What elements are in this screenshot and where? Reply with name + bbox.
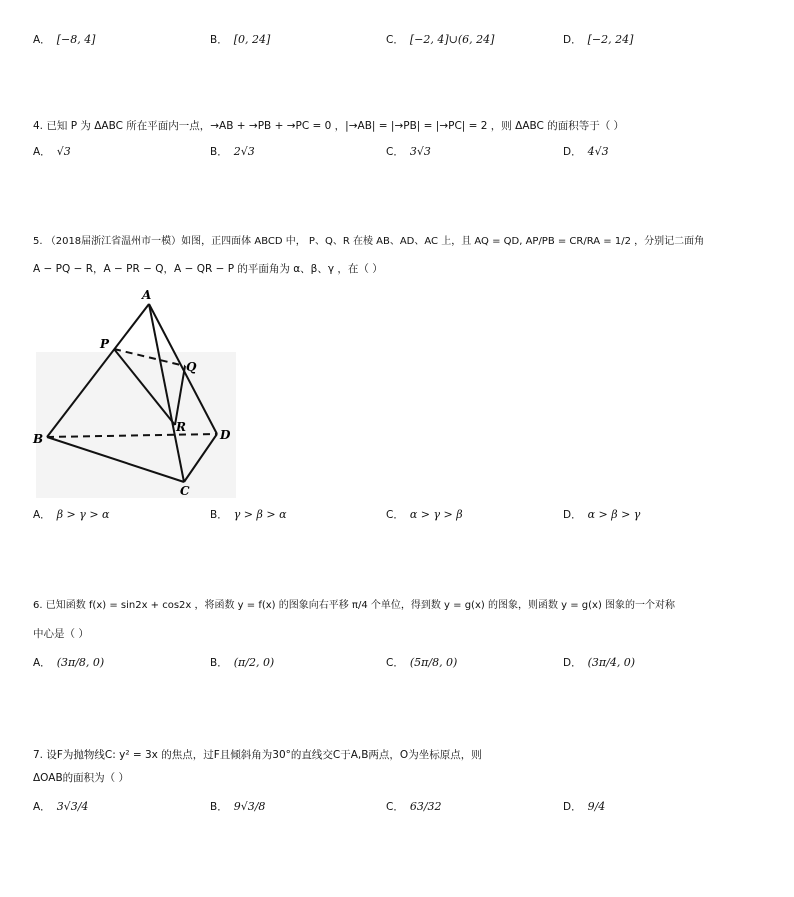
q6-option-a: A． (3π/8, 0): [33, 656, 105, 669]
q3-option-b: B． [0, 24]: [210, 33, 271, 46]
q5-option-d: D． α > β > γ: [563, 508, 641, 521]
label-c: C: [180, 484, 190, 498]
q6-option-b: B． (π/2, 0): [210, 656, 275, 669]
label-p: P: [100, 337, 110, 351]
q7-stem-line2: ΔOAB的面积为（ ）: [33, 772, 129, 784]
q3-option-c: C． [−2, 4]∪(6, 24]: [386, 33, 495, 46]
q6-option-c: C． (5π/8, 0): [386, 656, 458, 669]
q4-option-b: B． 2√3: [210, 145, 255, 158]
q7-option-d: D． 9/4: [563, 800, 606, 813]
q7-option-b: B． 9√3/8: [210, 800, 266, 813]
q3-option-a: A． [−8, 4]: [33, 33, 96, 46]
q5-stem-line2: A − PQ − R，A − PR − Q，A − QR − P 的平面角为 α、β、γ ，在（ ）: [33, 263, 383, 275]
q5-option-a: A． β > γ > α: [33, 508, 110, 521]
q7-option-c: C． 63/32: [386, 800, 442, 813]
q6-option-d: D． (3π/4, 0): [563, 656, 636, 669]
q7-option-a: A． 3√3/4: [33, 800, 89, 813]
q5-stem-line1: 5. （2018届浙江省温州市一模）如图，正四面体 ABCD 中， P、Q、R 在棱 AB、AD、AC 上，且 AQ = QD, AP/PB = CR/RA = 1/2 ，分别记二面角: [33, 236, 705, 247]
q7-stem-line1: 7. 设F为抛物线C: y² = 3x 的焦点，过F且倾斜角为30°的直线交C于A,B两点，O为坐标原点，则: [33, 749, 482, 761]
q4-option-a: A． √3: [33, 145, 71, 158]
q4-option-c: C． 3√3: [386, 145, 431, 158]
label-b: B: [33, 432, 44, 446]
q3-option-d: D． [−2, 24]: [563, 33, 634, 46]
q6-stem-line1: 6. 已知函数 f(x) = sin2x + cos2x ，将函数 y = f(x) 的图象向右平移 π/4 个单位，得到数 y = g(x) 的图象，则函数 y = g(x) 图象的一个对称: [33, 600, 676, 611]
q4-stem: 4. 已知 P 为 ΔABC 所在平面内一点，→AB + →PB + →PC = 0 ，|→AB| = |→PB| = |→PC| = 2 ，则 ΔABC 的面积等于（ ）: [33, 120, 625, 132]
tetrahedron-figure: [30, 282, 240, 502]
label-q: Q: [186, 360, 197, 374]
label-d: D: [220, 428, 231, 442]
q4-option-d: D． 4√3: [563, 145, 609, 158]
q6-stem-line2: 中心是（ ）: [33, 628, 89, 640]
q5-option-b: B． γ > β > α: [210, 508, 287, 521]
label-a: A: [142, 288, 152, 302]
q5-option-c: C． α > γ > β: [386, 508, 463, 521]
label-r: R: [176, 420, 186, 434]
